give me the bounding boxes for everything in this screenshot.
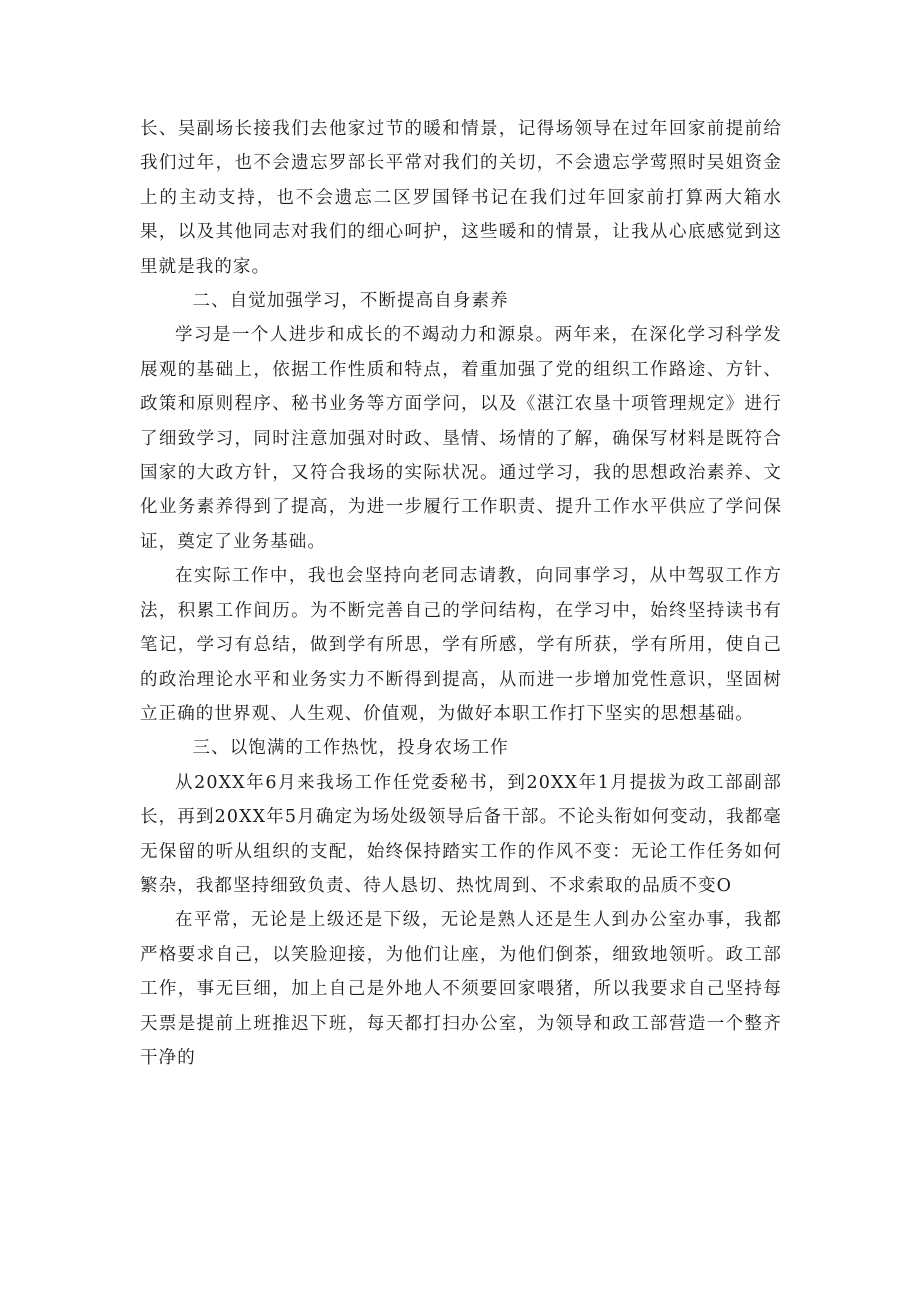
section-heading-work: 三、以饱满的工作热忱，投身农场工作 [192, 738, 509, 759]
document-page [140, 112, 782, 1075]
paragraph-study-practice: 在实际工作中，我也会坚持向老同志请教，向同事学习，从中驾驭工作方法，积累工作间历。为不断完善自己的学问结构，在学习中，始终坚持读书有笔记，学习有总结，做到学有所思，学有所感，学有所获，学有所用，使自己的政治理论水平和业务实力不断得到提高，从而进一步增加党性意识，坚固树立正确的世界观、人生观、价值观，为做好本职工作打下坚实的思想基础。 [140, 566, 782, 724]
paragraph-study-intro: 学习是一个人进步和成长的不竭动力和源泉。两年来，在深化学习科学发展观的基础上，依据工作性质和特点，着重加强了党的组织工作路途、方针、政策和原则程序、秘书业务等方面学问，以及《湛江农垦十项管理规定》进行了细致学习，同时注意加强对时政、垦情、场情的了解，确保写材料是既符合国家的大政方针，又符合我场的实际状况。通过学习，我的思想政治素养、文化业务素养得到了提高，为进一步履行工作职责、提升工作水平供应了学问保证，奠定了业务基础。 [140, 325, 782, 552]
paragraph-continuation: 长、吴副场长接我们去他家过节的暖和情景，记得场领导在过年回家前提前给我们过年，也不会遗忘罗部长平常对我们的关切，不会遗忘学莺照时吴姐资金上的主动支持，也不会遗忘二区罗国铎书记在我们过年回家前打算两大箱水果，以及其他同志对我们的细心呵护，这些暖和的情景，让我从心底感觉到这里就是我的家。 [140, 119, 782, 277]
paragraph-career: 从20XX年6月来我场工作任党委秘书，到20XX年1月提拔为政工部副部长，再到20XX年5月确定为场处级领导后备干部。不论头衔如何变动，我都毫无保留的听从组织的支配，始终保持踏实工作的作风不变：无论工作任务如何繁杂，我都坚持细致负责、待人恳切、热忱周到、不求索取的品质不变O [140, 772, 782, 896]
paragraph-daily-work: 在平常，无论是上级还是下级，无论是熟人还是生人到办公室办事，我都严格要求自己，以笑脸迎接，为他们让座，为他们倒茶，细致地领听。政工部工作，事无巨细，加上自己是外地人不须要回家喂猪，所以我要求自己坚持每天票是提前上班推迟下班，每天都打扫办公室，为领导和政工部营造一个整齐干净的 [140, 910, 782, 1068]
section-heading-study: 二、自觉加强学习，不断提高自身素养 [192, 291, 509, 312]
